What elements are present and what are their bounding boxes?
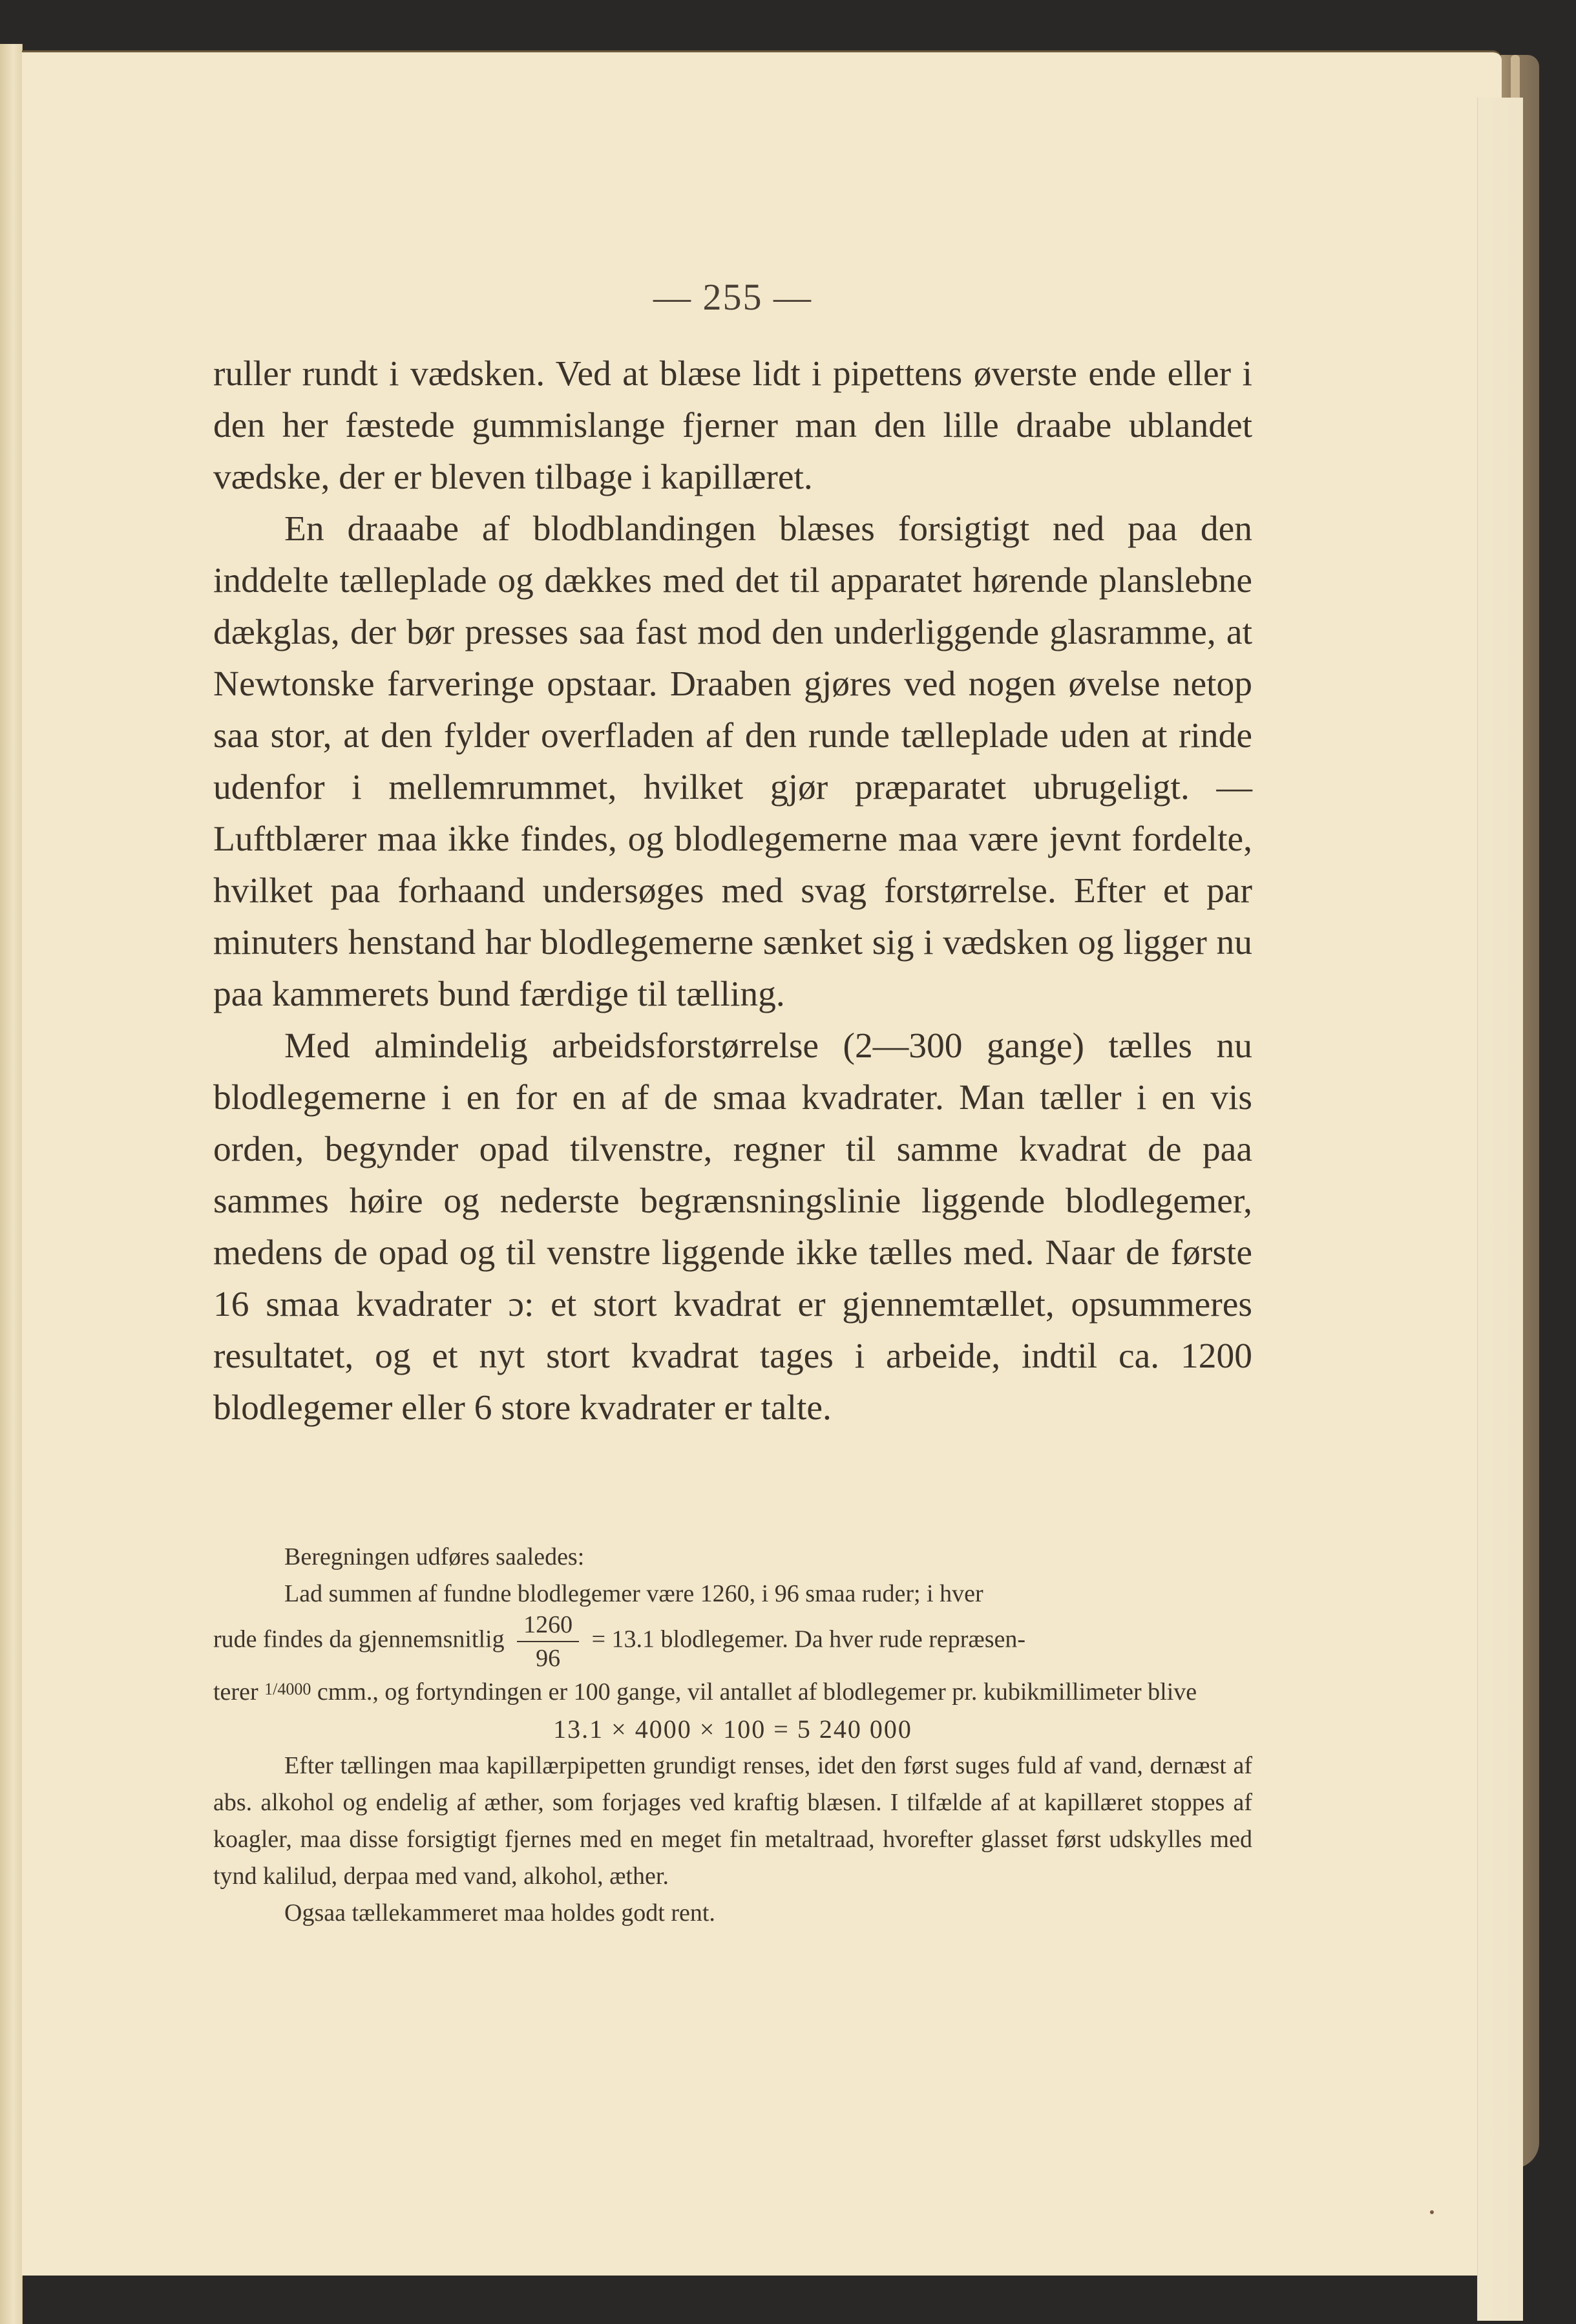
small-fraction: 1/4000 xyxy=(264,1680,311,1698)
page-stack-edge xyxy=(1477,98,1523,2321)
calc-text: terer xyxy=(213,1678,258,1706)
calculation-line-3 xyxy=(213,1671,1252,1711)
calc-text: cmm., og fortyndingen er 100 gange, vil antallet af blodlegemer pr. kubikmillimeter blive xyxy=(317,1678,1197,1706)
paragraph-1: ruller rundt i vædsken. Ved at blæse lidt i pipettens øverste ende eller i den her fæstede gummislange fjerner man den lille draabe ublandet vædske, der er bleven tilbage i kapillæret. xyxy=(213,354,1252,497)
calc-text: = 13.1 blodlegemer. Da hver rude repræsen- xyxy=(591,1625,1026,1653)
fraction xyxy=(517,1612,579,1671)
facing-page-edge xyxy=(0,44,23,2324)
paper-speck xyxy=(1430,2210,1434,2214)
body-text xyxy=(213,348,1252,1434)
calculation-section xyxy=(213,1539,1252,1932)
result-formula: 13.1 × 4000 × 100 = 5 240 000 xyxy=(553,1715,912,1744)
calculation-line-1: Lad summen af fundne blodlegemer være 1260, i 96 smaa ruder; i hver xyxy=(284,1580,983,1607)
paragraph-2: En draaabe af blodblandingen blæses forsigtigt ned paa den inddelte tælleplade og dækkes med det til apparatet hørende planslebne dækglas, der bør presses saa fast mod den underliggende glasramme, at Newtonske farveringe opstaar. Draaben gjøres ved nogen øvelse netop saa stor, at den fylder overfladen af den runde tælleplade uden at rinde udenfor i mellemrummet, hvilket gjør præparatet ubrugeligt. — Luftblærer maa ikke findes, og blodlegemerne maa være jevnt fordelte, hvilket paa forhaand undersøges med svag forstørrelse. Efter et par minuters henstand har blodlegemerne sænket sig i vædsken og ligger nu paa kammerets bund færdige til tælling. xyxy=(213,509,1252,1014)
scan-background xyxy=(0,0,1576,52)
calc-text: rude findes da gjennemsnitlig xyxy=(213,1625,505,1653)
fraction-numerator: 1260 xyxy=(517,1612,579,1642)
fraction-denominator: 96 xyxy=(536,1645,561,1672)
book-page xyxy=(22,50,1502,2276)
closing-paragraph-2: Ogsaa tællekammeret maa holdes godt rent. xyxy=(284,1899,715,1927)
paragraph-3: Med almindelig arbeidsforstørrelse (2—300 gange) tælles nu blodlegemerne i en for en af de smaa kvadrater. Man tæller i en vis orden, begynder opad tilvenstre, regner til samme kvadrat de paa sammes høire og nederste begrænsningslinie liggende blodlegemer, medens de opad og til venstre liggende ikke tælles med. Naar de første 16 smaa kvadrater ɔ: et stort kvadrat er gjennemtællet, opsummeres resultatet, og et nyt stort kvadrat tages i arbeide, indtil ca. 1200 blodlegemer eller 6 store kvadrater er talte. xyxy=(213,1026,1252,1428)
calculation-intro: Beregningen udføres saaledes: xyxy=(284,1543,585,1570)
calculation-line-2 xyxy=(213,1612,1252,1671)
page-number: — 255 — xyxy=(653,276,812,318)
closing-paragraph-1: Efter tællingen maa kapillærpipetten grundigt renses, idet den først suges fuld af vand, dernæst af abs. alkohol og endelig af æther, som forjages ved kraftig blæsen. I tilfælde af at kapillæret stoppes af koagler, maa disse forsigtigt fjernes med en meget fin metaltraad, hvorefter glasset først udskylles med tynd kalilud, derpaa med vand, alkohol, æther. xyxy=(213,1752,1252,1890)
